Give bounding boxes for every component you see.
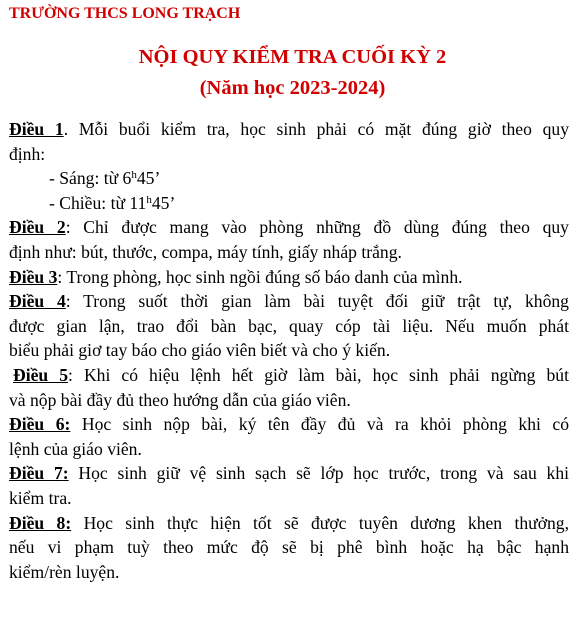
article-text: lệnh của giáo viên. xyxy=(9,438,142,459)
article-text: Chỉ được mang vào phòng những đồ dùng đúng theo quy xyxy=(70,217,569,238)
article-5: Điều 5: Khi có hiệu lệnh hết giờ làm bài, học sinh phải ngừng bút xyxy=(13,364,569,385)
schedule-afternoon: - Chiều: từ 11$^h$45’ xyxy=(49,192,176,213)
article-label: Điều 3 xyxy=(9,266,58,287)
school-name: TRƯỜNG THCS LONG TRẠCH xyxy=(9,5,241,22)
article-text: Trong phòng, học sinh ngồi đúng số báo danh của mình. xyxy=(62,266,463,287)
article-7: Điều 7: Học sinh giữ vệ sinh sạch sẽ lớp học trước, trong và sau khi kiểm tra. xyxy=(9,463,569,508)
article-text: Khi có hiệu lệnh hết giờ làm bài, học sinh phải ngừng bút xyxy=(72,364,569,385)
article-5-cont xyxy=(9,388,569,413)
article-text: kiểm/rèn luyện. xyxy=(9,561,120,582)
article-label: Điều 8 xyxy=(9,512,66,533)
rules-body xyxy=(9,117,569,584)
article-label: Điều 7 xyxy=(9,463,63,484)
article-1 xyxy=(9,117,569,166)
article-2: Điều 2: Chỉ được mang vào phòng những đồ dùng đúng theo quy định như: bút, thước, compa, máy tính, giấy nháp trắng. xyxy=(9,217,569,262)
article-text: Học sinh thực hiện tốt sẽ được tuyên dương khen thưởng, xyxy=(71,512,569,533)
article-text: nếu vi phạm tuỳ theo mức độ sẽ bị phê bình hoặc hạ bậc hạnh xyxy=(9,537,569,558)
article-8: Điều 8: Học sinh thực hiện tốt sẽ được tuyên dương khen thưởng, nếu vi phạm tuỳ theo mức độ sẽ bị phê bình hoặc hạ bậc hạnh kiểm/rèn luyện. xyxy=(9,512,569,582)
article-label: Điều 2 xyxy=(9,217,66,238)
article-label: Điều 4 xyxy=(9,291,66,312)
schedule-morning: - Sáng: từ 6$^h$45’ xyxy=(49,168,161,189)
article-text: định: xyxy=(9,143,46,164)
article-text: kiểm tra. xyxy=(9,487,72,508)
article-text: được gian lận, trao đổi bàn bạc, quay cóp tài liệu. Nếu muốn phát xyxy=(9,315,569,336)
article-text: biểu phải giơ tay báo cho giáo viên biết và cho ý kiến. xyxy=(9,340,391,361)
article-text: Học sinh giữ vệ sinh sạch sẽ lớp học trước, trong và sau khi xyxy=(68,463,569,484)
article-6: Điều 6: Học sinh nộp bài, ký tên đầy đủ và ra khỏi phòng khi có lệnh của giáo viên. xyxy=(9,414,569,459)
article-text: và nộp bài đầy đủ theo hướng dẫn của giáo viên. xyxy=(9,389,351,410)
article-4: Điều 4: Trong suốt thời gian làm bài tuyệt đối giữ trật tự, không được gian lận, trao đổi bàn bạc, quay cóp tài liệu. Nếu muốn phát biểu phải giơ tay báo cho giáo viên biết và cho ý kiến. xyxy=(9,291,569,361)
article-label: Điều 1 xyxy=(9,119,64,139)
article-text: định như: bút, thước, compa, máy tính, giấy nháp trắng. xyxy=(9,241,402,262)
school-year: (Năm học 2023-2024) xyxy=(199,77,386,99)
article-label: Điều 5 xyxy=(13,364,69,385)
document-title: NỘI QUY KIỂM TRA CUỐI KỲ 2 xyxy=(138,46,447,68)
article-text: Học sinh nộp bài, ký tên đầy đủ và ra khỏi phòng khi có xyxy=(70,414,569,435)
article-3: Điều 3: Trong phòng, học sinh ngồi đúng số báo danh của mình. xyxy=(9,266,463,287)
article-text: Trong suốt thời gian làm bài tuyệt đối giữ trật tự, không xyxy=(70,291,569,312)
article-text: Mỗi buổi kiểm tra, học sinh phải có mặt đúng giờ theo quy xyxy=(68,119,569,139)
article-1-line: Điều 1. Mỗi buổi kiểm tra, học sinh phải có mặt đúng giờ theo quy xyxy=(9,119,569,139)
article-label: Điều 6 xyxy=(9,414,65,435)
